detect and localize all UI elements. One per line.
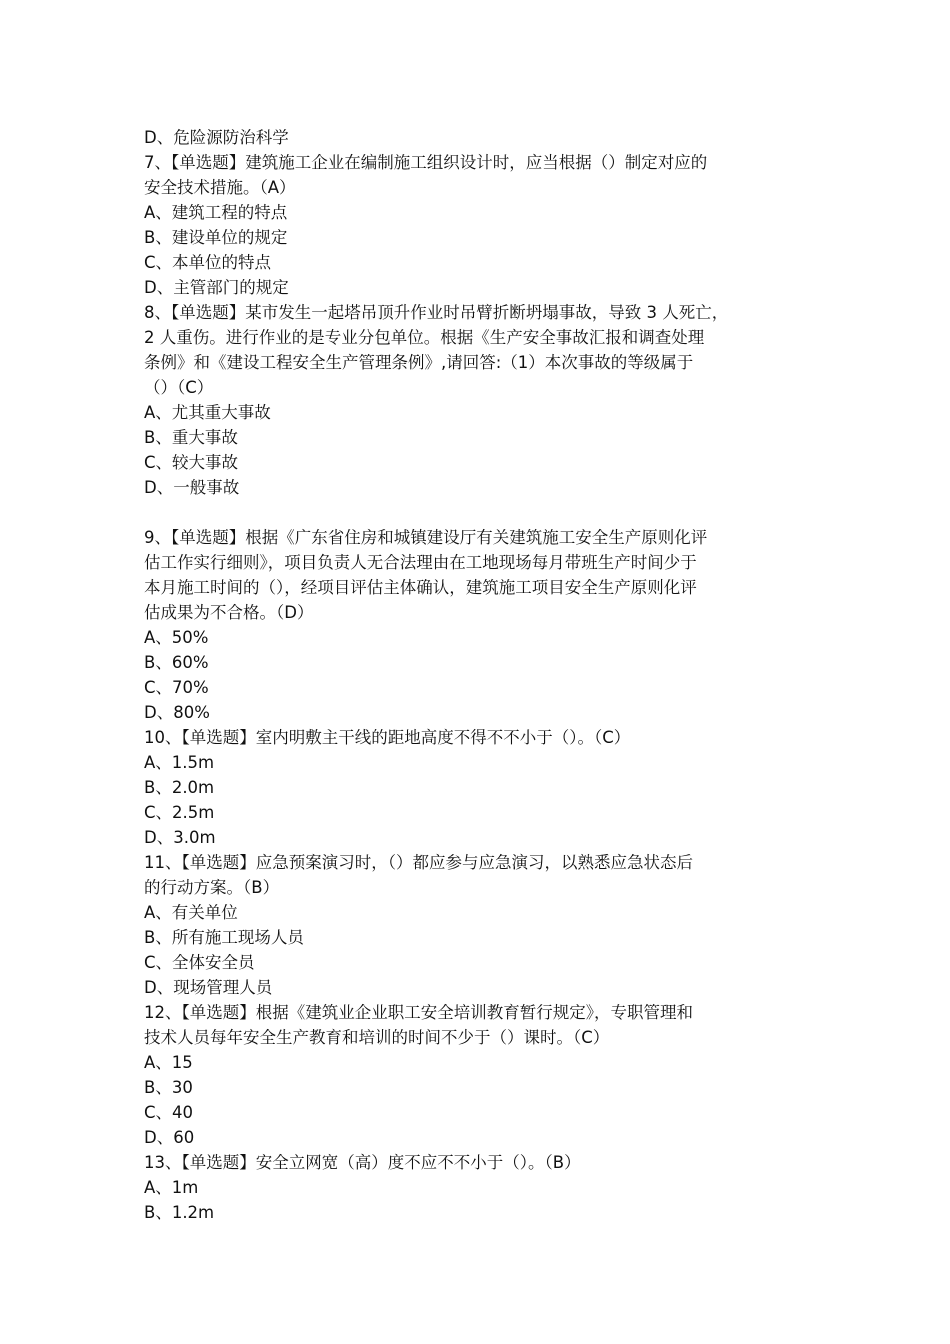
option-d-q10: D、3.0m [144,828,216,847]
question-12-line-2: 技术人员每年安全生产教育和培训的时间不少于（）课时。（C） [144,1028,610,1047]
question-9-line-3: 本月施工时间的（），经项目评估主体确认，建筑施工项目安全生产原则化评 [144,578,697,597]
option-c-q9: C、70% [144,678,209,697]
option-b-q8: B、重大事故 [144,428,238,447]
option-a-q7: A、建筑工程的特点 [144,203,288,222]
option-c-q12: C、40 [144,1103,194,1122]
option-d-q8: D、一般事故 [144,478,240,497]
question-8-line-2: 2 人重伤。进行作业的是专业分包单位。根据《生产安全事故汇报和调查处理 [144,328,705,347]
question-8-line-3: 条例》和《建设工程安全生产管理条例》,请回答:（1）本次事故的等级属于 [144,353,694,372]
option-d-q9: D、80% [144,703,210,722]
question-11-line-1: 11、【单选题】应急预案演习时，（）都应参与应急演习，以熟悉应急状态后 [144,853,693,872]
option-a-q8: A、尤其重大事故 [144,403,271,422]
question-7-line-1: 7、【单选题】建筑施工企业在编制施工组织设计时，应当根据（）制定对应的 [144,153,708,172]
option-b-q13: B、1.2m [144,1203,215,1222]
document-page [144,125,816,1225]
option-b-q7: B、建设单位的规定 [144,228,288,247]
option-d-q11: D、现场管理人员 [144,978,273,997]
question-9-line-4: 估成果为不合格。（D） [144,603,314,622]
question-13: 13、【单选题】安全立网宽（高）度不应不不小于（）。（B） [144,1153,581,1172]
option-a-q9: A、50% [144,628,209,647]
option-c-q7: C、本单位的特点 [144,253,272,272]
option-a-q13: A、1m [144,1178,199,1197]
option-c-q10: C、2.5m [144,803,215,822]
question-9-line-1: 9、【单选题】根据《广东省住房和城镇建设厅有关建筑施工安全生产原则化评 [144,528,708,547]
option-b-q12: B、30 [144,1078,193,1097]
option-d-q6: D、危险源防治科学 [144,128,289,147]
option-d-q12: D、60 [144,1128,195,1147]
question-9-line-2: 估工作实行细则》，项目负责人无合法理由在工地现场每月带班生产时间少于 [144,553,697,572]
question-12-line-1: 12、【单选题】根据《建筑业企业职工安全培训教育暂行规定》，专职管理和 [144,1003,693,1022]
option-b-q9: B、60% [144,653,209,672]
option-a-q12: A、15 [144,1053,193,1072]
option-a-q11: A、有关单位 [144,903,238,922]
blank-line [144,500,816,525]
question-8-line-1: 8、【单选题】某市发生一起塔吊顶升作业时吊臂折断坍塌事故，导致 3 人死亡， [144,303,729,322]
question-8-line-4: （）（C） [144,378,214,397]
option-a-q10: A、1.5m [144,753,215,772]
question-7-line-2: 安全技术措施。（A） [144,178,296,197]
question-10: 10、【单选题】室内明敷主干线的距地高度不得不不小于（）。（C） [144,728,631,747]
question-11-line-2: 的行动方案。（B） [144,878,280,897]
option-b-q10: B、2.0m [144,778,215,797]
option-c-q11: C、全体安全员 [144,953,255,972]
option-d-q7: D、主管部门的规定 [144,278,289,297]
option-b-q11: B、所有施工现场人员 [144,928,304,947]
option-c-q8: C、较大事故 [144,453,239,472]
